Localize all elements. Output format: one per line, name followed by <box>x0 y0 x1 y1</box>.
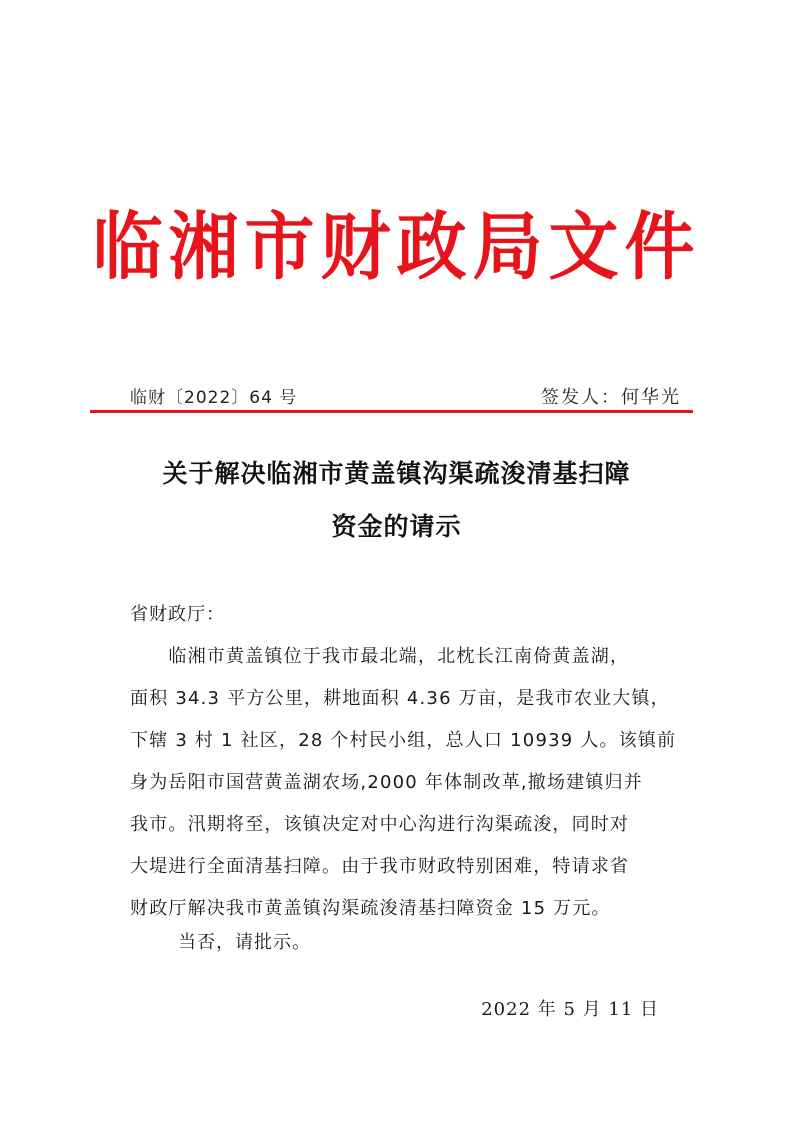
body-line: 财政厅解决我市黄盖镇沟渠疏浚清基扫障资金 15 万元。 <box>130 898 611 919</box>
document-title-line-1: 关于解决临湘市黄盖镇沟渠疏浚清基扫障 <box>162 459 631 488</box>
document-title-line-2: 资金的请示 <box>331 512 462 541</box>
body-line: 面积 34.3 平方公里，耕地面积 4.36 万亩，是我市农业大镇， <box>130 688 670 709</box>
document-number: 临财〔2022〕64 号 <box>130 388 298 408</box>
body-line: 下辖 3 村 1 社区，28 个村民小组，总人口 10939 人。该镇前 <box>130 730 677 751</box>
body-line: 临湘市黄盖镇位于我市最北端，北枕长江南倚黄盖湖， <box>130 646 630 667</box>
body-line: 我市。汛期将至，该镇决定对中心沟进行沟渠疏浚，同时对 <box>130 814 630 835</box>
body-line: 大堤进行全面清基扫障。由于我市财政特别困难，特请求省 <box>130 856 630 877</box>
document-date: 2022 年 5 月 11 日 <box>481 999 659 1020</box>
red-divider <box>90 410 693 413</box>
document-masthead: 临湘市财政局文件 <box>92 202 701 291</box>
body-line: 身为岳阳市国营黄盖湖农场,2000 年体制改革,撤场建镇归并 <box>130 772 643 793</box>
signer: 签发人：何华光 <box>541 387 681 408</box>
closing-remark: 当否，请批示。 <box>178 932 311 953</box>
salutation: 省财政厅： <box>130 604 225 625</box>
